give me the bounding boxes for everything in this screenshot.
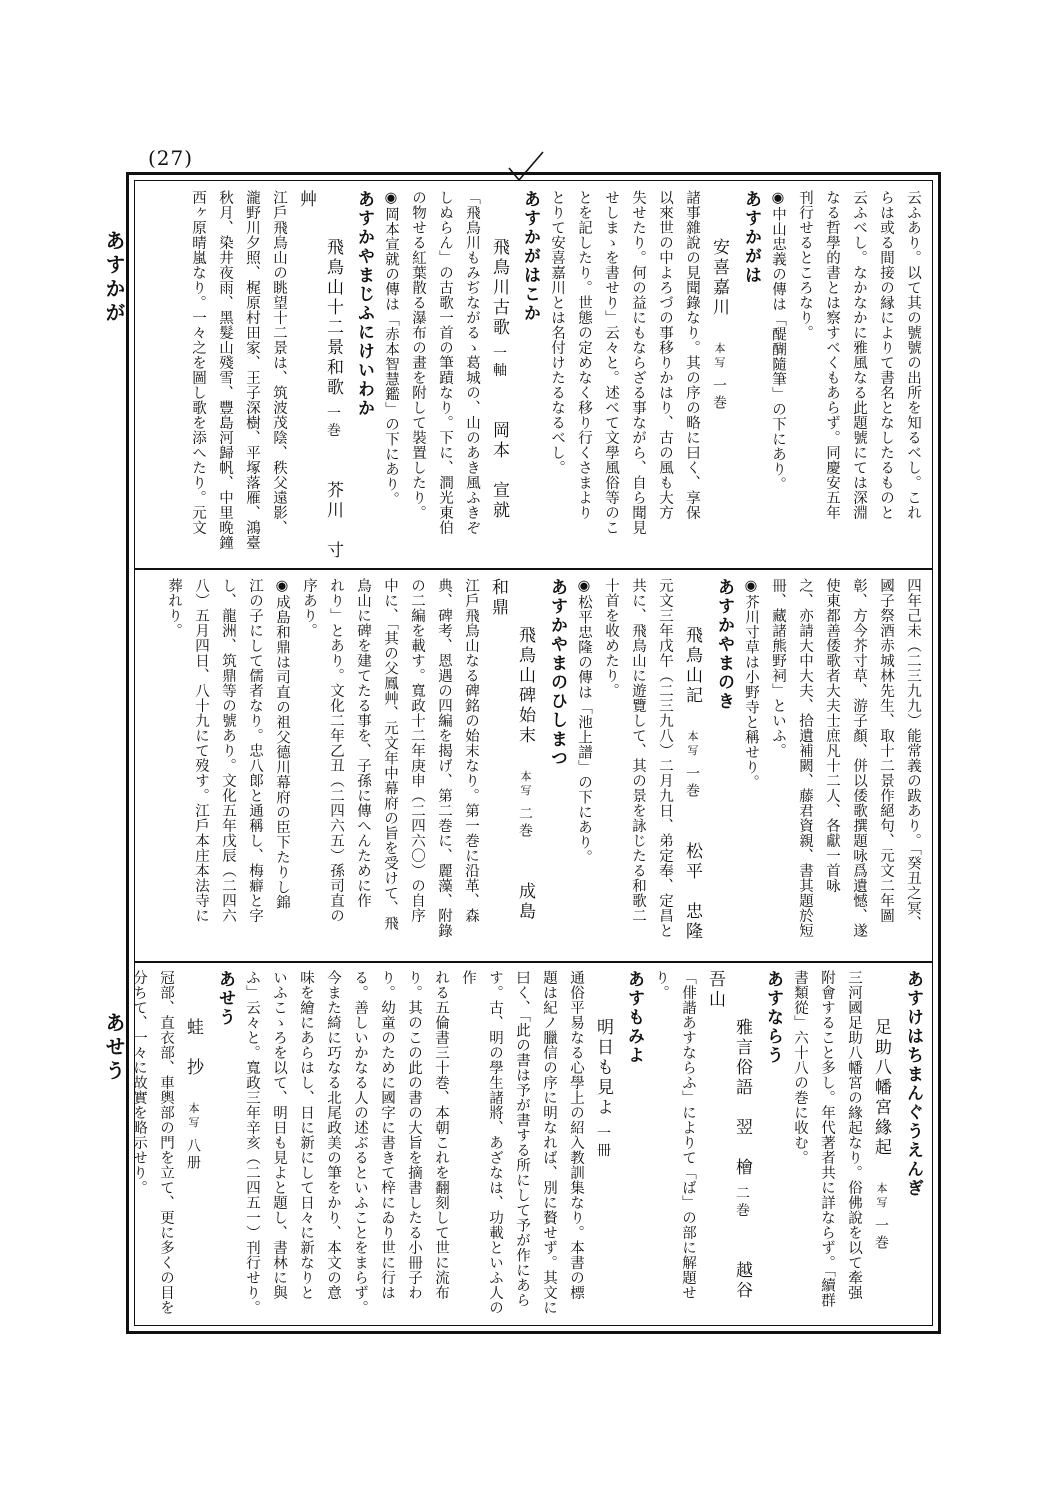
entry-title-line [678,578,706,954]
text-band-top [146,190,926,562]
entry-author: 芥川 寸艸 [296,190,343,562]
text-line: ◉成島和鼎は司直の祖父德川幕府の臣下たりし錦 [274,578,290,910]
text-line: とを記したり。世態の定めなく移り行くさまより [576,190,592,520]
entry-heading: あすもみよ [624,970,644,1065]
text-line: 秋月、染井夜雨、黑髮山殘雪、豐島河歸帆、中里晚鐘 [217,190,233,550]
text-line: 序あり。 [301,578,317,638]
text-line: 云ふあり。以て其の號號の出所を知るべし。これ [905,190,921,520]
text-line: 彰、方今芥寸草、游子顏、併以倭歌撰題咏爲遺憾、遂 [851,578,867,938]
text-line: とりて安喜嘉川とは名付けたるなるべし。 [549,190,565,475]
text-line: り。幼童のために國字に書きて梓にゐり世に行は [379,970,395,1300]
text-line: 之、亦請大中大夫、拾遺補闕、藤君資親、書其題於短 [797,578,813,938]
entry-volumes: 一巻 [711,370,727,412]
text-line: 西ヶ原晴嵐なり。一々之を圖し歌を添へたり。元文 [190,190,206,535]
text-line: しぬらん」の古歌一首の筆蹟なり。下に、澗光東伯 [437,190,453,535]
text-line: 以來世の中よろづの事移りかはり、古の風も大方 [657,190,673,520]
entry-title: 明日も見よ [593,1018,613,1118]
text-line: 葬れり。 [166,578,182,638]
text-band-bottom [131,970,926,1322]
text-line: 分ちて、一々に故實を略示せり。 [131,970,147,1195]
entry-title: 雅言俗語 翌 檜 [732,1018,752,1178]
margin-heading: あすかが [102,230,126,326]
entry-title: 蛙 抄 [183,1018,203,1078]
entry-author: 越谷 吾山 [705,970,752,1322]
entry-heading: あせう [215,970,235,1027]
text-line: 典、碑考、恩遇の四編を揭げ、第二巻に、麗藻、附錄 [436,578,452,938]
text-line: 冊、藏諸熊野祠」といふ。 [770,578,786,758]
text-line: す。古、明の學生諸將、あざなは、功載といふ人の作 [460,970,503,1315]
entry-format: 本写 [686,724,699,759]
page-number: (27) [148,146,194,170]
entry-title: 足助八幡宮緣起 [871,1018,891,1158]
entry-format: 本写 [187,1096,200,1131]
entry-title: 飛鳥山碑始末 [515,626,535,746]
entry-title: 安喜嘉川 [709,238,729,318]
text-line: 瀧野川夕照、梶原村田家、王子深樹、平塚落雁、鴻臺 [244,190,260,550]
text-line: ふ」云々と。寬政三年辛亥（二四五一）刊行せり。 [244,970,260,1315]
entry-heading: あすけはちまんぐうえんぎ [903,970,923,1198]
text-line: 諸事雜說の見聞錄なり。其の序の略に曰く、享保 [684,190,700,520]
entry-volumes: 一巻 [325,398,341,440]
text-line: 江戶飛鳥山なる碑銘の始末なり。第一巻に沿革、森 [463,578,479,923]
text-line: 附會すること多し。年代著者共に詳ならず。「續群 [819,970,835,1308]
text-line: 通俗平易なる心學上の紹入教訓集なり。本書の標 [568,970,584,1300]
text-line: なる哲學的書とは察すべくもあらず。同慶安五年 [824,190,840,520]
text-line: の物せる紅葉散る瀑布の畫を附して裝置したり。 [410,190,426,520]
entry-heading: あすかやまじふにけいわか [354,190,374,418]
text-line: り。其のこの此の書の大旨を摘書したる小冊子わ [406,970,422,1300]
entry-title: 飛鳥川古歌 [489,238,509,338]
text-line: れり」とあり。文化二年乙丑（二四六五）孫司直の [328,578,344,923]
text-line: いふこゝろを以て、明日も見よと題し、書林に與 [271,970,287,1300]
entry-heading: あすかやまのき [714,578,734,711]
text-line: 江戶飛鳥山の眺望十二景は、筑波茂陰、秩父遠影、 [271,190,287,535]
text-line: 十首を收めたり。 [603,578,619,698]
entry-volumes: 二巻 [734,1178,750,1220]
text-line: 共に、飛鳥山に遊覽して、其の景を詠じたる和歌二 [630,578,646,923]
entry-format: 本写 [519,764,532,799]
text-line: る。善しいかなる人の述ぶるといふことをまらず。 [352,970,368,1315]
text-line: 鳥山に碑を建てたる事を、子孫に傳へんために作 [355,578,371,908]
entry-title-line [867,970,895,1320]
entry-volumes: 八册 [185,1130,201,1172]
text-line: 云ふべし。なかなかに雅風なる此題號にては深淵 [851,190,867,520]
margin-heading: あせう [102,1012,126,1084]
text-line: 元文三年戊午（二三九八）二月九日、弟定奉、定昌と [657,578,673,938]
text-line: 刊行せるところなり。 [797,190,813,340]
text-line: 中に、「其の父鳳艸、元文年中幕府の旨を受けて、飛 [382,578,398,931]
text-line: 失せたり。何の益にもならざる事ながら、自ら聞見 [630,190,646,535]
text-line: し、龍洲、筑鼎等の號あり。文化五年戊辰（二四六 [220,578,236,923]
text-line: 曰く、「此の書は予が書する所にして予が作にあら [514,970,530,1308]
text-line: 今また綺に巧なる北尾政美の筆をかり、本文の意 [325,970,341,1300]
entry-format: 本写 [875,1176,888,1211]
text-band-middle [146,578,926,954]
entry-title: 飛鳥山記 [682,626,702,706]
entry-title-line [701,970,755,1320]
entry-heading: あすかがはこか [520,190,540,323]
entry-title-line [484,578,539,954]
text-line: せしまゝを書せり」云々と。述べて文學風俗等のこ [603,190,619,535]
entry-author: 岡本 宣就 [489,401,509,522]
band-divider [134,961,933,963]
entry-title-line [589,970,616,1320]
entry-title: 飛鳥山十二景和歌 [323,238,343,398]
entry-heading: あすかやまのひしまつ [547,578,567,768]
entry-volumes: 二巻 [517,798,533,840]
entry-format: 本写 [713,336,726,371]
text-line: の二編を載す。寬政十二年庚申（二四六〇）の自序 [409,578,425,923]
text-line: らは或る間接の縁によりて書名となしたるものと [878,190,894,520]
entry-heading: あすかがは [741,190,761,285]
band-divider [134,568,933,570]
text-line: れる五倫書三十巻、本朝これを翻刻して世に流布 [433,970,449,1300]
text-line: 八）五月四日、八十九にて歿す。江戶本庄本法寺に [193,578,209,923]
text-line: ◉松平忠隆の傳は「池上譜」の下にあり。 [576,578,592,865]
entry-title-line [179,970,207,1320]
text-line: 國子祭酒赤城林先生、取十二景作絕句、元文二年圖 [878,578,894,923]
text-line: ◉芥川寸草は小野寺と稱せり。 [743,578,759,790]
entry-volumes: 一軸 [491,338,507,380]
text-line: 冠部、直衣部、車輿部の門を立て、更に多くの目を [158,970,174,1315]
entry-volumes: 一冊 [595,1118,611,1160]
entry-title-line [485,190,512,562]
text-line: 題は紀ノ臘信の序に明なれば、別に贅せず。其文に [541,970,557,1315]
entry-volumes: 一巻 [684,758,700,800]
entry-title-line [705,190,733,562]
text-line: ◉中山忠義の傳は「醍醐隨筆」の下にあり。 [770,190,786,492]
entry-author: 成島 和鼎 [488,578,535,942]
text-line: 「飛鳥川もみぢながるゝ葛城の、山のあき風ふきぞ [464,190,480,535]
text-line: 使東都善倭歌者大夫士庶凡十二人、各獻一首咏 [824,578,840,893]
entry-title-line [292,190,346,562]
entry-author: 松平 忠隆 [682,821,702,942]
entry-volumes: 一巻 [873,1210,889,1252]
text-line: 書類從」六十八の巻に收む。 [792,970,808,1165]
text-line: 味を繪にあらはし、日に新にして日々に新なりと [298,970,314,1300]
text-line: ◉岡本宣就の傳は「赤本智慧鑑」の下にあり。 [383,190,399,507]
text-line: 「俳諧あすならふ」によりて「ば」の部に解題せり。 [653,970,696,1300]
entry-heading: あすならう [763,970,783,1065]
text-line: 四年己未（二三九九）能常義の跋あり。「癸丑之冥、 [905,578,921,931]
text-line: 三河國足助八幡宮の緣起なり。俗佛說を以て牽强 [846,970,862,1300]
text-line: 江の子にして儒者なり。忠八郞と通稱し、梅癖と字 [247,578,263,923]
